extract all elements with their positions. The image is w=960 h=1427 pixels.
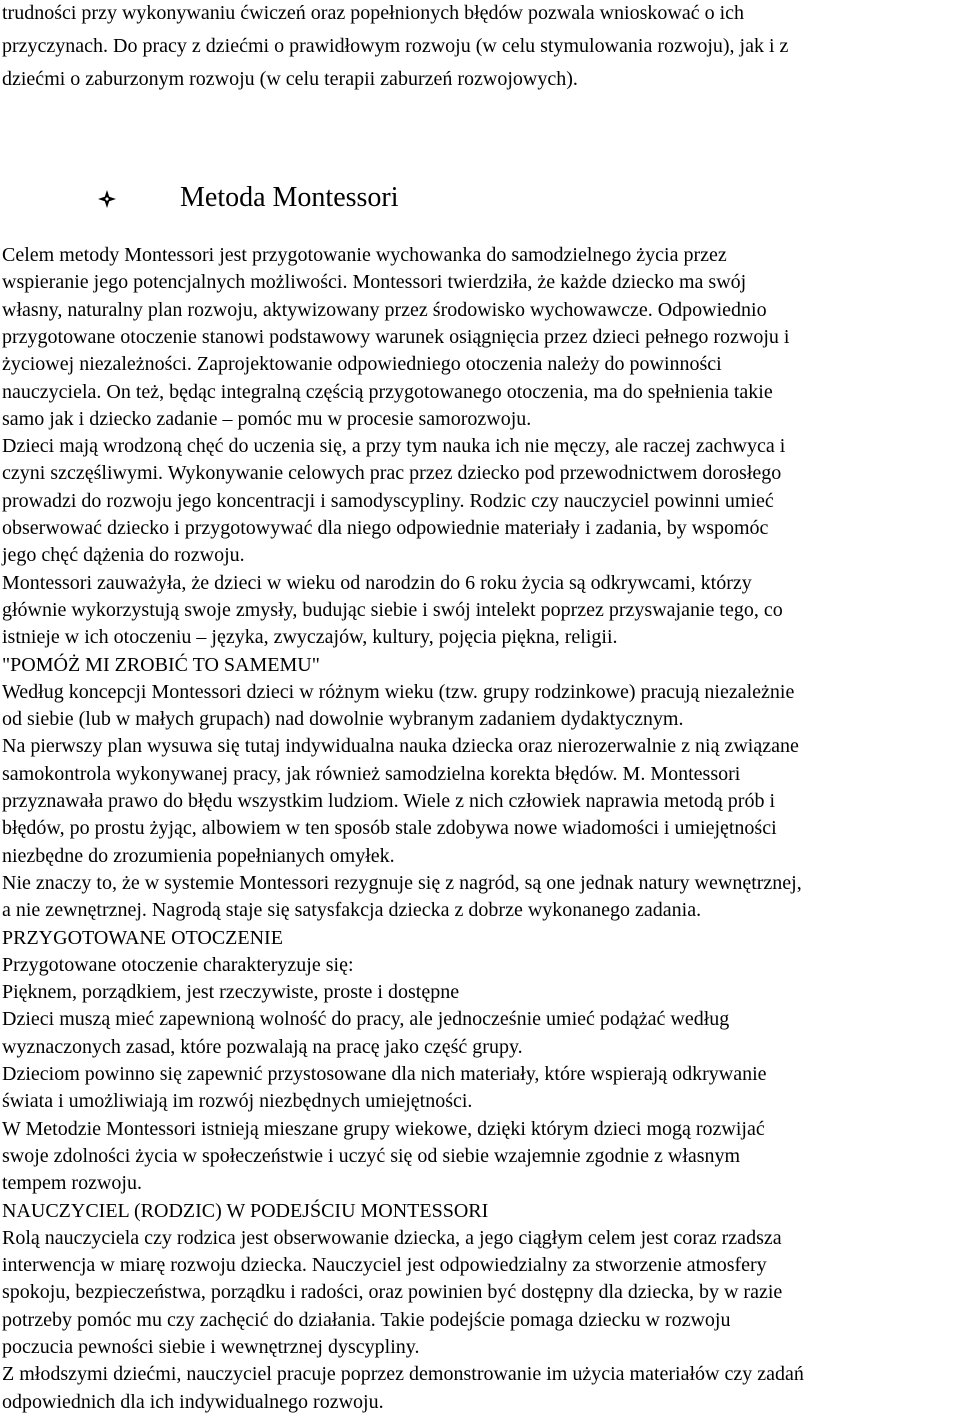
text-line: przyznawała prawo do błędu wszystkim ludziom. Wiele z nich człowiek naprawia metodą prób i (2, 790, 776, 812)
text-line: Według koncepcji Montessori dzieci w różnym wieku (tzw. grupy rodzinkowe) pracują niezależnie (2, 681, 795, 703)
text-line: poczucia pewności siebie i wewnętrznej dyscypliny. (2, 1336, 420, 1358)
text-line: Dzieci muszą mieć zapewnioną wolność do pracy, ale jednocześnie umieć podążać według (2, 1008, 730, 1030)
text-line: istnieje w ich otoczeniu – języka, zwyczajów, kultury, pojęcia piękna, religii. (2, 626, 618, 648)
text-line: NAUCZYCIEL (RODZIC) W PODEJŚCIU MONTESSORI (2, 1200, 489, 1222)
text-line: błędów, po prostu żyjąc, albowiem w ten sposób stale zdobywa nowe wiadomości i umiejętności (2, 817, 777, 839)
text-line: Z młodszymi dziećmi, nauczyciel pracuje poprzez demonstrowanie im użycia materiałów czy zadań (2, 1363, 804, 1385)
text-line: tempem rozwoju. (2, 1172, 142, 1194)
text-line: Pięknem, porządkiem, jest rzeczywiste, proste i dostępne (2, 981, 460, 1003)
text-line: potrzeby pomóc mu czy zachęcić do działania. Takie podejście pomaga dziecku w rozwoju (2, 1309, 731, 1331)
text-line: głównie wykorzystują swoje zmysły, budując siebie i swój intelekt poprzez przyswajanie tego, co (2, 599, 783, 621)
text-line: samo jak i dziecko zadanie – pomóc mu w procesie samorozwoju. (2, 408, 532, 430)
text-line: przygotowane otoczenie stanowi podstawowy warunek osiągnięcia przez dzieci pełnego rozwoju i (2, 326, 790, 348)
text-line: W Metodzie Montessori istnieją mieszane grupy wiekowe, dzięki którym dzieci mogą rozwijać (2, 1118, 765, 1140)
text-line: Na pierwszy plan wysuwa się tutaj indywidualna nauka dziecka oraz nierozerwalnie z nią związane (2, 735, 799, 757)
text-line: Montessori zauważyła, że dzieci w wieku od narodzin do 6 roku życia są odkrywcami, którzy (2, 572, 752, 594)
text-line: "POMÓŻ MI ZROBIĆ TO SAMEMU" (2, 654, 320, 676)
text-line: interwencja w miarę rozwoju dziecka. Nauczyciel jest odpowiedzialny za stworzenie atmosfery (2, 1254, 767, 1276)
text-line: własny, naturalny plan rozwoju, aktywizowany przez środowisko wychowawcze. Odpowiednio (2, 299, 767, 321)
section-heading-row (98, 182, 399, 214)
text-line: spokoju, bezpieczeństwa, porządku i radości, oraz powinien być dostępny dla dziecka, by w razie (2, 1281, 783, 1303)
text-line: PRZYGOTOWANE OTOCZENIE (2, 927, 283, 949)
text-line: niezbędne do zrozumienia popełnianych omyłek. (2, 845, 395, 867)
text-line: odpowiednich dla ich indywidualnego rozwoju. (2, 1391, 384, 1413)
text-line: wspieranie jego potencjalnych możliwości. Montessori twierdziła, że każde dziecko ma swój (2, 271, 747, 293)
text-line: od siebie (lub w małych grupach) nad dowolnie wybranym zadaniem dydaktycznym. (2, 708, 684, 730)
text-line: Celem metody Montessori jest przygotowanie wychowanka do samodzielnego życia przez (2, 244, 727, 266)
text-line: Rolą nauczyciela czy rodzica jest obserwowanie dziecka, a jego ciągłym celem jest coraz rzadsza (2, 1227, 782, 1249)
text-line: Dzieciom powinno się zapewnić przystosowane dla nich materiały, które wspierają odkrywanie (2, 1063, 767, 1085)
text-line: samokontrola wykonywanej pracy, jak również samodzielna korekta błędów. M. Montessori (2, 763, 741, 785)
text-line: czyni szczęśliwymi. Wykonywanie celowych prac przez dziecko pod przewodnictwem dorosłego (2, 462, 782, 484)
text-line: dziećmi o zaburzonym rozwoju (w celu terapii zaburzeń rozwojowych). (2, 68, 578, 90)
text-line: życiowej niezależności. Zaprojektowanie odpowiedniego otoczenia należy do powinności (2, 353, 722, 375)
text-line: przyczynach. Do pracy z dziećmi o prawidłowym rozwoju (w celu stymulowania rozwoju), jak i z (2, 35, 789, 57)
text-line: Przygotowane otoczenie charakteryzuje się: (2, 954, 354, 976)
text-line: świata i umożliwiają im rozwój niezbędnych umiejętności. (2, 1090, 473, 1112)
text-line: nauczyciela. On też, będąc integralną częścią przygotowanego otoczenia, ma do spełnienia takie (2, 381, 773, 403)
text-line: Dzieci mają wrodzoną chęć do uczenia się, a przy tym nauka ich nie męczy, ale raczej zachwyca i (2, 435, 786, 457)
text-line: prowadzi do rozwoju jego koncentracji i samodyscypliny. Rodzic czy nauczyciel powinni umieć (2, 490, 774, 512)
text-line: trudności przy wykonywaniu ćwiczeń oraz popełnionych błędów pozwala wnioskować o ich (2, 2, 745, 24)
text-line: wyznaczonych zasad, które pozwalają na pracę jako część grupy. (2, 1036, 523, 1058)
diamond-bullet-icon (98, 190, 116, 208)
text-line: obserwować dziecko i przygotowywać dla niego odpowiednie materiały i zadania, by wspomóc (2, 517, 769, 539)
section-title: Metoda Montessori (180, 182, 399, 213)
text-line: Nie znaczy to, że w systemie Montessori rezygnuje się z nagród, są one jednak natury wewnętrznej, (2, 872, 802, 894)
text-line: swoje zdolności życia w społeczeństwie i uczyć się od siebie wzajemnie zgodnie z własnym (2, 1145, 741, 1167)
text-line: a nie zewnętrznej. Nagrodą staje się satysfakcja dziecka z dobrze wykonanego zadania. (2, 899, 702, 921)
text-line: jego chęć dążenia do rozwoju. (2, 544, 245, 566)
